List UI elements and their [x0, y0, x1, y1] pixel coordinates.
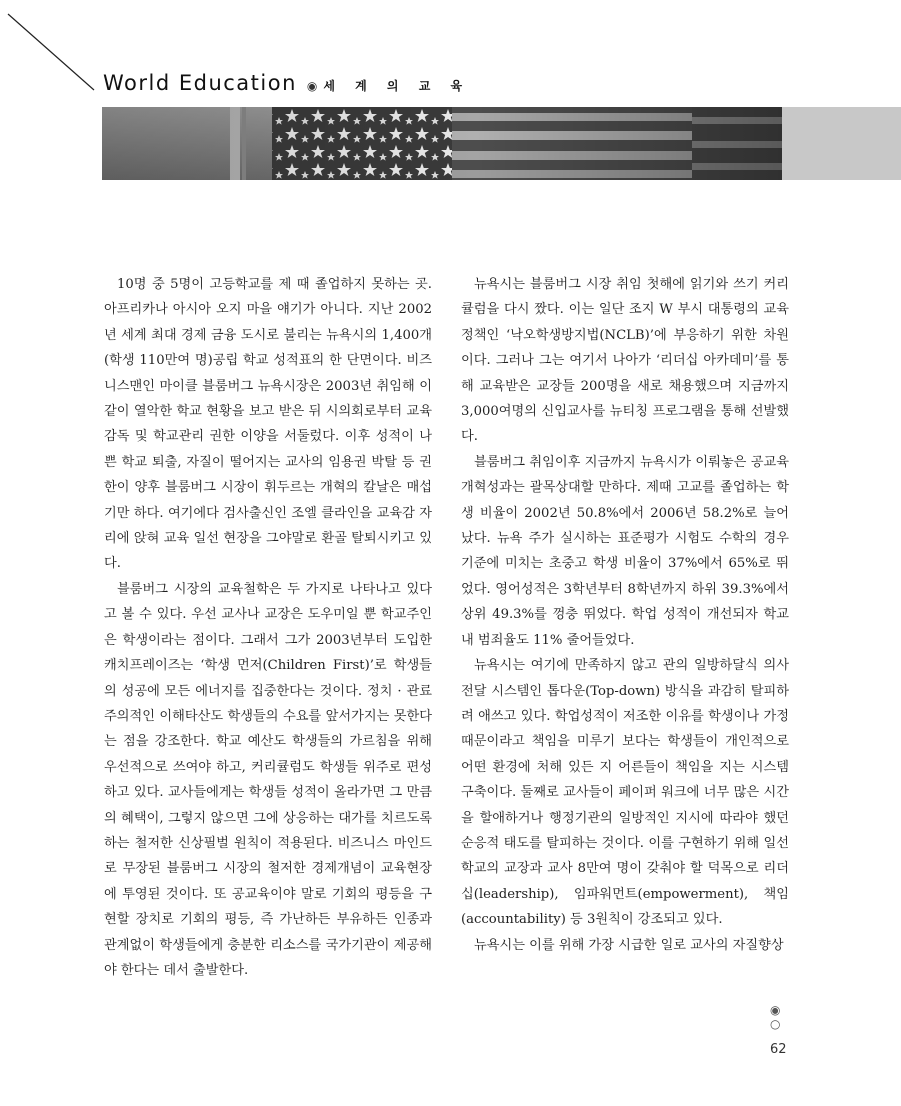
- article-right-column: [461, 272, 789, 958]
- section-header: [103, 71, 470, 95]
- header-title: World Education: [103, 71, 297, 95]
- paragraph: 뉴욕시는 이를 위해 가장 시급한 일로 교사의 자질향상: [474, 937, 784, 953]
- page-number: 62: [770, 1042, 787, 1057]
- flag-photo: [102, 107, 901, 180]
- fisheye-bullet-icon: ◉: [306, 79, 318, 93]
- fisheye-bullet-icon: ◉: [770, 1003, 781, 1017]
- corner-diagonal-rule: [0, 0, 110, 100]
- article-left-column: [104, 272, 432, 983]
- paragraph: 뉴욕시는 여기에 만족하지 않고 관의 일방하달식 의사전달 시스템인 톱다운(Top-down) 방식을 과감히 탈피하려 애쓰고 있다. 학업성적이 저조한 이유를 학생이나 가정 때문이라고 책임을 미루기 보다는 학생들이 개인적으로 어떤 환경에 처해 있든 지 어른들이 책임을 지는 시스템 구축이다. 둘째로 교사들이 페이퍼 워크에 너무 많은 시간을 할애하거나 행정기관의 일방적인 지시에 따라야 했던 순응적 태도를 탈피하는 것이다. 이를 구현하기 위해 일선 학교의 교장과 교사 8만여 명이 갖춰야 할 덕목으로 리더십(leadership), 임파워먼트(empowerment), 책임(accountability) 등 3원칙이 강조되고 있다.: [461, 658, 789, 928]
- flag-banner-image: [102, 107, 901, 180]
- paragraph: 뉴욕시는 블룸버그 시장 취임 첫해에 읽기와 쓰기 커리큘럼을 다시 짰다. 이는 일단 조지 W 부시 대통령의 교육정책인 ‘낙오학생방지법(NCLB)’에 부응하기 위한 차원이다. 그러나 그는 여기서 나아가 ‘리더십 아카데미’를 통해 교육받은 교장들 200명을 새로 채용했으며 지금까지 3,000여명의 신입교사를 뉴티칭 프로그램을 통해 선발했다.: [461, 277, 789, 445]
- paragraph: 10명 중 5명이 고등학교를 제 때 졸업하지 못하는 곳. 아프리카나 아시아 오지 마을 얘기가 아니다. 지난 2002년 세계 최대 경제 금융 도시로 불리는 뉴욕시의 1,400개(학생 110만여 명)공립 학교 성적표의 한 단면이다. 비즈니스맨인 마이클 블룸버그 뉴욕시장은 2003년 취임해 이같이 열악한 학교 현황을 보고 받은 뒤 시의회로부터 교육감독 및 학교관리 권한 이양을 서둘렀다. 이후 성적이 나쁜 학교 퇴출, 자질이 떨어지는 교사의 임용권 박탈 등 권한이 양후 블룸버그 시장이 휘두르는 개혁의 칼날은 매섭기만 하다. 여기에다 검사출신인 조엘 클라인을 교육감 자리에 앉혀 교육 일선 현장을 그야말로 환골 탈퇴시키고 있다.: [104, 277, 432, 572]
- paragraph: 블룸버그 취임이후 지금까지 뉴욕시가 이뤄놓은 공교육 개혁성과는 괄목상대할 만하다. 제때 고교를 졸업하는 학생 비율이 2002년 50.8%에서 2006년 58.2%로 늘어났다. 뉴욕 주가 실시하는 표준평가 시험도 수학의 경우 기준에 미치는 초중고 학생 비율이 37%에서 65%로 뛰었다. 영어성적은 3학년부터 8학년까지 하위 39.3%에서 상위 49.3%를 껑충 뛰었다. 학업 성적이 개선되자 학교 내 범죄율도 11% 줄어들었다.: [461, 454, 789, 648]
- header-subtitle: 세 계 의 교 육: [323, 79, 471, 93]
- page-bullets: [770, 1003, 780, 1031]
- paragraph: 블룸버그 시장의 교육철학은 두 가지로 나타나고 있다고 볼 수 있다. 우선 교사나 교장은 도우미일 뿐 학교주인은 학생이라는 점이다. 그래서 그가 2003년부터 도입한 캐치프레이즈는 ‘학생 먼저(Children First)’로 학생들의 성공에 모든 에너지를 집중한다는 것이다. 정치 · 관료주의적인 이해타산도 학생들의 수요를 앞서가지는 못한다는 점을 강조한다. 학교 예산도 학생들의 가르침을 위해 우선적으로 쓰여야 하고, 커리큘럼도 학생들 위주로 편성하고 있다. 교사들에게는 학생들 성적이 올라가면 그 만큼의 혜택이, 그렇지 않으면 그에 상응하는 대가를 치르도록 하는 철저한 신상필벌 원칙이 적용된다. 비즈니스 마인드로 무장된 블룸버그 시장의 철저한 경제개념이 교육현장에 투영된 것이다. 또 공교육이야 말로 기회의 평등을 구현할 장치로 기회의 평등, 즉 가난하든 부유하든 인종과 관계없이 학생들에게 충분한 리소스를 국가기관이 제공해야 한다는 데서 출발한다.: [104, 581, 432, 978]
- empty-circle-icon: ○: [770, 1017, 781, 1031]
